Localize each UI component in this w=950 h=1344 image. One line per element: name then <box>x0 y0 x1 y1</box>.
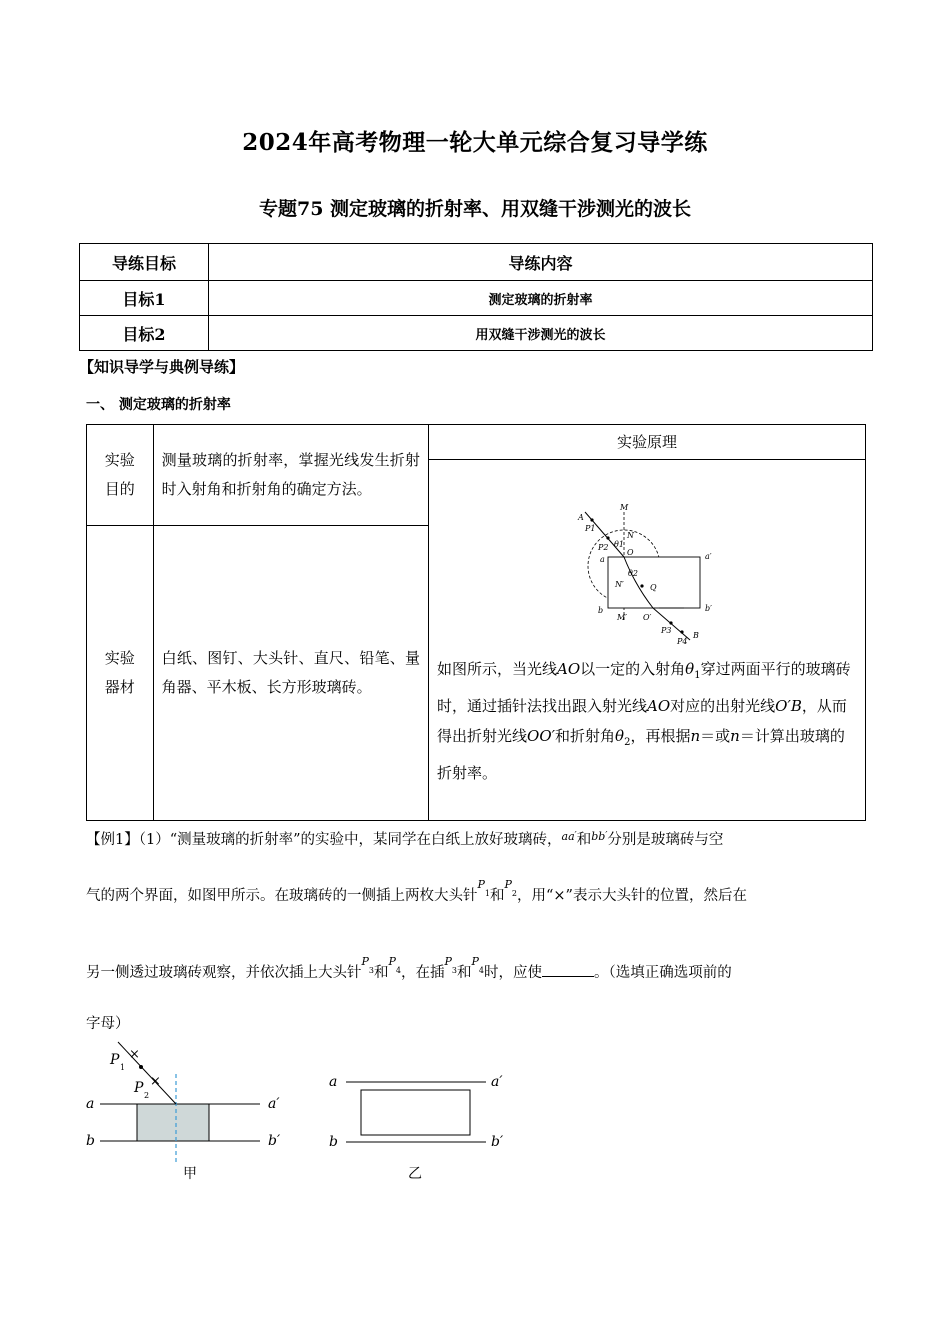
goal-label: 目标1 <box>80 281 209 316</box>
label-P1-jia: P <box>110 1052 120 1068</box>
principle-text-part: 对应的出射光线 <box>670 697 776 715</box>
pin-symbol: P <box>504 878 512 891</box>
label-b: b <box>598 606 604 615</box>
pin-subscript: 3 <box>451 965 457 975</box>
example-text: 时，应使 <box>484 965 542 981</box>
example-line-4: 字母） <box>86 1016 130 1032</box>
principle-text-part: ＝或 <box>700 727 731 745</box>
figure-jia <box>82 1040 302 1190</box>
example-text: 另一侧透过玻璃砖观察，并依次插上大头针 <box>86 965 362 981</box>
example-text: 和 <box>576 831 592 848</box>
label-b-prime-yi: b′ <box>491 1134 504 1150</box>
purpose-label <box>87 425 154 526</box>
refraction-diagram <box>437 460 857 650</box>
label-P2: P2 <box>598 543 609 552</box>
principle-text <box>437 654 857 788</box>
point-q <box>640 584 643 587</box>
goals-table <box>79 243 873 351</box>
label-P1: P1 <box>585 524 596 533</box>
pin-symbol: P <box>361 955 369 968</box>
principle-text-part: AO <box>647 697 671 715</box>
label-M-prime: M′ <box>617 613 628 622</box>
example-text: ，用“×”表示大头针的位置，然后在 <box>517 888 747 904</box>
label-b-yi: b <box>329 1134 338 1150</box>
materials-text: 白纸、图钉、大头针、直尺、铅笔、量角器、平木板、长方形玻璃砖。 <box>153 526 428 821</box>
pin-subscript: 4 <box>395 965 401 975</box>
pin-p2 <box>606 536 609 539</box>
goal-content: 用双缝干涉测光的波长 <box>209 316 873 351</box>
principle-text-part: n <box>730 727 740 745</box>
pin-subscript: 1 <box>484 888 490 898</box>
section-heading: 【知识导学与典例导练】 <box>79 358 245 376</box>
label-Q: Q <box>650 583 657 592</box>
goals-header-content: 导练内容 <box>209 244 873 281</box>
label-N: N <box>627 531 634 540</box>
principle-text-part: 以一定的入射角 <box>580 660 686 678</box>
goals-header-goal: 导练目标 <box>80 244 209 281</box>
pin-p3 <box>669 621 672 624</box>
example-part: （1） <box>138 831 170 848</box>
goal-content: 测定玻璃的折射率 <box>209 281 873 316</box>
pin-subscript: 4 <box>478 965 484 975</box>
principle-cell <box>429 460 866 821</box>
example-bb: bb <box>591 829 606 843</box>
principle-text-part: 穿过两面平行的玻璃砖时，通过插针法找出跟入射光线 <box>437 660 851 715</box>
principle-text-part: 如图所示，当光线 <box>437 660 558 678</box>
principle-text-part: n <box>690 727 701 745</box>
principle-text-part: ，再根据 <box>630 727 691 745</box>
glass-block-yi <box>361 1090 470 1135</box>
label-b-jia: b <box>86 1133 95 1149</box>
subsection-heading: 一、 测定玻璃的折射率 <box>86 397 231 413</box>
principle-text-part: 1 <box>694 670 701 681</box>
example-line-2 <box>86 878 866 912</box>
pin-mark-p1: × <box>129 1047 140 1062</box>
label-N-prime: N′ <box>615 580 624 589</box>
principle-text-part: 2 <box>624 737 631 748</box>
label-M: M <box>620 503 629 512</box>
pin-symbol: P <box>471 955 479 968</box>
label-a-prime: a′ <box>705 552 712 561</box>
goal-label: 目标2 <box>80 316 209 351</box>
label-a-prime-yi: a′ <box>491 1074 503 1090</box>
label-P1-sub-jia: 1 <box>120 1063 126 1072</box>
label-a-jia: a <box>86 1096 95 1112</box>
principle-text-part: θ <box>615 727 625 745</box>
label-P2-sub-jia: 2 <box>144 1091 150 1100</box>
example-text: 和 <box>374 965 389 981</box>
caption-jia: 甲 <box>183 1166 197 1182</box>
purpose-label-text: 实验目的 <box>104 451 135 498</box>
figure-yi <box>322 1062 522 1186</box>
label-A: A <box>578 513 584 522</box>
label-theta1: θ1 <box>614 540 624 549</box>
table-row <box>80 316 873 351</box>
document-subtitle: 专题75 测定玻璃的折射率、用双缝干涉测光的波长 <box>258 198 692 220</box>
example-text: 和 <box>457 965 472 981</box>
example-line-1 <box>86 826 866 851</box>
label-a-yi: a <box>329 1074 338 1090</box>
principle-text-part: 和折射角 <box>555 727 616 745</box>
example-label: 【例1】 <box>86 831 139 848</box>
label-P4: P4 <box>677 637 688 646</box>
label-O: O <box>627 548 634 557</box>
materials-label-text: 实验器材 <box>104 649 135 696</box>
label-P2-jia: P <box>134 1080 144 1096</box>
example-text: 分别是玻璃砖与空 <box>607 831 724 848</box>
principle-text-part: OO′ <box>527 727 556 745</box>
caption-yi: 乙 <box>408 1166 422 1182</box>
label-b-prime-jia: b′ <box>268 1133 281 1149</box>
glass-block-jia <box>137 1104 209 1141</box>
principle-text-part: ，从而得出折射光线 <box>437 697 847 745</box>
pin-subscript: 3 <box>368 965 374 975</box>
example-text: ，在插 <box>401 965 445 981</box>
principle-text-part: θ <box>685 660 695 678</box>
pin-p1 <box>590 518 593 521</box>
point-on-ray <box>139 1065 143 1069</box>
pin-symbol: P <box>477 878 485 891</box>
document-title: 2024年高考物理一轮大单元综合复习导学练 <box>242 129 708 156</box>
example-text: 和 <box>490 888 505 904</box>
pin-mark-p2: × <box>150 1074 161 1089</box>
principle-text-part: AO <box>557 660 581 678</box>
answer-blank[interactable] <box>542 962 594 977</box>
label-theta2: θ2 <box>628 569 638 578</box>
example-prime: ′ <box>605 831 608 841</box>
principle-text-part: O′B <box>775 697 802 715</box>
label-a: a <box>600 555 605 564</box>
label-b-prime: b′ <box>705 604 712 613</box>
label-B: B <box>693 631 699 640</box>
principle-label: 实验原理 <box>429 425 866 460</box>
materials-label <box>87 526 154 821</box>
pin-subscript: 2 <box>511 888 517 898</box>
goals-table-header <box>80 244 873 281</box>
label-a-prime-jia: a′ <box>268 1096 280 1112</box>
example-line-3 <box>86 955 876 989</box>
experiment-table <box>86 424 866 821</box>
table-row <box>80 281 873 316</box>
pin-p4 <box>680 630 683 633</box>
pin-symbol: P <box>388 955 396 968</box>
example-prime: ′ <box>574 831 577 841</box>
example-text: 。（选填正确选项前的 <box>594 965 732 981</box>
label-O-prime: O′ <box>643 613 652 622</box>
example-aa: aa <box>561 829 575 843</box>
example-text: “测量玻璃的折射率”的实验中，某同学在白纸上放好玻璃砖， <box>169 831 562 848</box>
label-P3: P3 <box>661 626 672 635</box>
purpose-text: 测量玻璃的折射率，掌握光线发生折射时入射角和折射角的确定方法。 <box>153 425 428 526</box>
pin-symbol: P <box>444 955 452 968</box>
example-text: 气的两个界面，如图甲所示。在玻璃砖的一侧插上两枚大头针 <box>86 888 478 904</box>
principle-text-part: ＝计算出玻璃的折射率。 <box>437 727 845 782</box>
